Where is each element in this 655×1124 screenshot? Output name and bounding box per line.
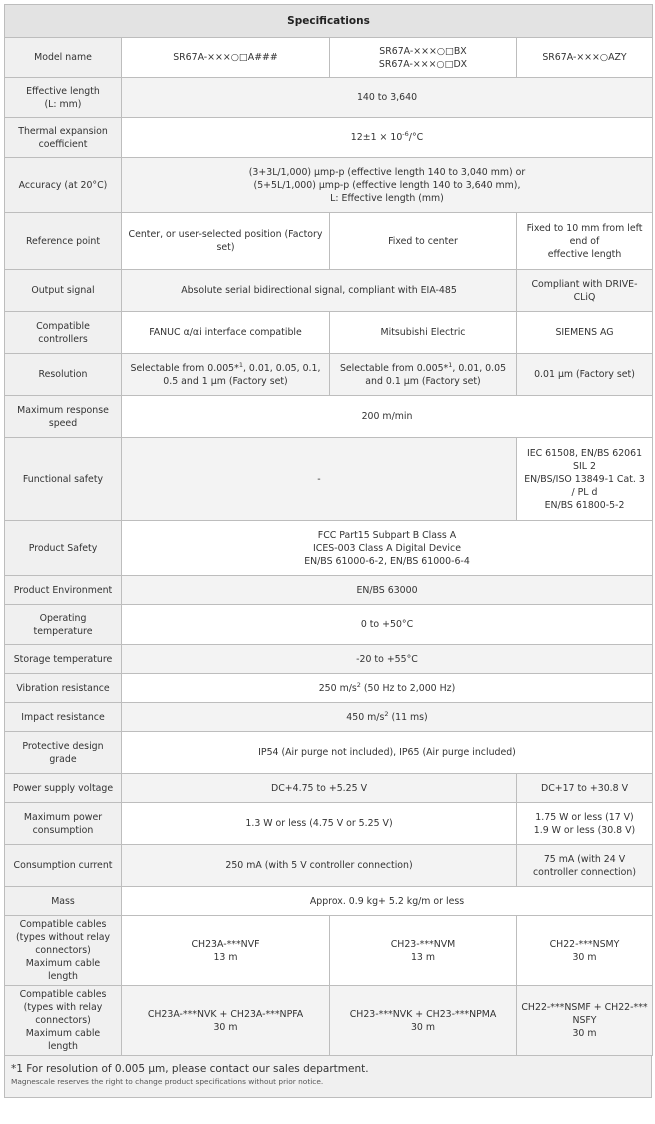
table-row (5, 438, 653, 521)
spec-label-mass: Mass (5, 887, 122, 916)
spec-value-cell: CH23A-***NVK + CH23A-***NPFA 30 m (122, 986, 330, 1056)
spec-label-storage-temperature: Storage temperature (5, 645, 122, 674)
spec-value-cell: 0 to +50°C (122, 605, 653, 645)
spec-value-cell: FANUC α/αi interface compatible (122, 312, 330, 354)
spec-label-operating: Operating temperature (5, 605, 122, 645)
spec-label-product-environment: Product Environment (5, 576, 122, 605)
table-row (5, 38, 653, 78)
table-row (5, 118, 653, 158)
spec-value-cell: DC+17 to +30.8 V (517, 774, 653, 803)
spec-label-compatible: Compatible controllers (5, 312, 122, 354)
spec-value-cell: Center, or user-selected position (Factory set) (122, 213, 330, 270)
footnote-text: *1 For resolution of 0.005 µm, please contact our sales department. (11, 1063, 369, 1075)
table-row (5, 645, 653, 674)
spec-value-cell: (3+3L/1,000) µmp-p (effective length 140 to 3,040 mm) or (5+5L/1,000) µmp-p (effective length 140 to 3,640 mm), L: Effective length (mm) (122, 158, 653, 213)
spec-value-cell: CH22-***NSMY 30 m (517, 916, 653, 986)
table-row (5, 674, 653, 703)
table-row (5, 605, 653, 645)
spec-label-output-signal: Output signal (5, 270, 122, 312)
spec-value-cell: Mitsubishi Electric (330, 312, 517, 354)
table-body (5, 38, 653, 1056)
spec-value-cell: CH23-***NVK + CH23-***NPMA 30 m (330, 986, 517, 1056)
spec-value-cell: Fixed to center (330, 213, 517, 270)
spec-value-cell: 1.75 W or less (17 V) 1.9 W or less (30.8 V) (517, 803, 653, 845)
table-row (5, 354, 653, 396)
spec-value-cell: $12\pm 1 \times 10^{-6}/^\circ C$ (122, 118, 653, 158)
spec-label-functional-safety: Functional safety (5, 438, 122, 521)
table-row (5, 576, 653, 605)
spec-label-accuracy: Accuracy (at 20°C) (5, 158, 122, 213)
spec-value-cell: EN/BS 63000 (122, 576, 653, 605)
specifications-panel (4, 4, 652, 1098)
table-row (5, 270, 653, 312)
table-row (5, 213, 653, 270)
spec-value-cell: SIEMENS AG (517, 312, 653, 354)
spec-label-vibration-resistance: Vibration resistance (5, 674, 122, 703)
table-row (5, 312, 653, 354)
spec-value-cell: Absolute serial bidirectional signal, compliant with EIA-485 (122, 270, 517, 312)
spec-value-cell: Compliant with DRIVE- CLiQ (517, 270, 653, 312)
table-row (5, 887, 653, 916)
spec-value-cell: Approx. 0.9 kg+ 5.2 kg/m or less (122, 887, 653, 916)
spec-value-cell: 75 mA (with 24 V controller connection) (517, 845, 653, 887)
table-row (5, 803, 653, 845)
spec-value-cell: IEC 61508, EN/BS 62061 SIL 2 EN/BS/ISO 13849-1 Cat. 3 / PL d EN/BS 61800-5-2 (517, 438, 653, 521)
table-header-row (5, 5, 653, 38)
spec-value-cell: DC+4.75 to +5.25 V (122, 774, 517, 803)
spec-value-cell: - (122, 438, 517, 521)
spec-value-cell: SR67A-×××○□BX SR67A-×××○□DX (330, 38, 517, 78)
table-row (5, 916, 653, 986)
table-row (5, 521, 653, 576)
spec-value-cell: Selectable from 0.005*$^1$, 0.01, 0.05 and 0.1 µm (Factory set) (330, 354, 517, 396)
footnote-box (4, 1056, 652, 1098)
spec-label-compatible-cables: Compatible cables (types without relay connectors) Maximum cable length (5, 916, 122, 986)
table-row (5, 158, 653, 213)
spec-value-cell: CH22-***NSMF + CH22-*** NSFY 30 m (517, 986, 653, 1056)
spec-value-cell: 140 to 3,640 (122, 78, 653, 118)
spec-label-thermal-expansion: Thermal expansion coefficient (5, 118, 122, 158)
spec-value-cell: CH23-***NVM 13 m (330, 916, 517, 986)
spec-value-cell: 1.3 W or less (4.75 V or 5.25 V) (122, 803, 517, 845)
spec-value-cell: Selectable from 0.005*$^1$, 0.01, 0.05, 0.1, 0.5 and 1 µm (Factory set) (122, 354, 330, 396)
spec-value-cell: Fixed to 10 mm from left end of effective length (517, 213, 653, 270)
spec-value-cell: 450 $m/s^2$ (11 ms) (122, 703, 653, 732)
table-row (5, 78, 653, 118)
spec-label-maximum-power: Maximum power consumption (5, 803, 122, 845)
spec-value-cell: CH23A-***NVF 13 m (122, 916, 330, 986)
spec-value-cell: 250 $m/s^2$ (50 Hz to 2,000 Hz) (122, 674, 653, 703)
spec-value-cell: 250 mA (with 5 V controller connection) (122, 845, 517, 887)
table-row (5, 396, 653, 438)
spec-label-impact-resistance: Impact resistance (5, 703, 122, 732)
table-row (5, 986, 653, 1056)
spec-value-cell: IP54 (Air purge not included), IP65 (Air purge included) (122, 732, 653, 774)
table-row (5, 774, 653, 803)
disclaimer-text: Magnescale reserves the right to change product specifications without prior notice. (11, 1077, 324, 1086)
spec-value-cell: SR67A-×××○□A### (122, 38, 330, 78)
table-row (5, 703, 653, 732)
spec-label-resolution: Resolution (5, 354, 122, 396)
spec-label-power-supply-voltage: Power supply voltage (5, 774, 122, 803)
spec-label-compatible-cables: Compatible cables (types with relay connectors) Maximum cable length (5, 986, 122, 1056)
spec-label-reference-point: Reference point (5, 213, 122, 270)
spec-value-cell: 200 m/min (122, 396, 653, 438)
spec-label-product-safety: Product Safety (5, 521, 122, 576)
table-title: Specifications (5, 5, 653, 38)
table-row (5, 845, 653, 887)
spec-label-model-name: Model name (5, 38, 122, 78)
spec-label-protective-design: Protective design grade (5, 732, 122, 774)
table-row (5, 732, 653, 774)
spec-value-cell: -20 to +55°C (122, 645, 653, 674)
spec-value-cell: FCC Part15 Subpart B Class A ICES-003 Class A Digital Device EN/BS 61000-6-2, EN/BS 61000-6-4 (122, 521, 653, 576)
specifications-table (4, 4, 653, 1056)
spec-value-cell: 0.01 µm (Factory set) (517, 354, 653, 396)
spec-value-cell: SR67A-×××○AZY (517, 38, 653, 78)
spec-label-effective-length: Effective length (L: mm) (5, 78, 122, 118)
spec-label-consumption-current: Consumption current (5, 845, 122, 887)
spec-label-maximum-response: Maximum response speed (5, 396, 122, 438)
